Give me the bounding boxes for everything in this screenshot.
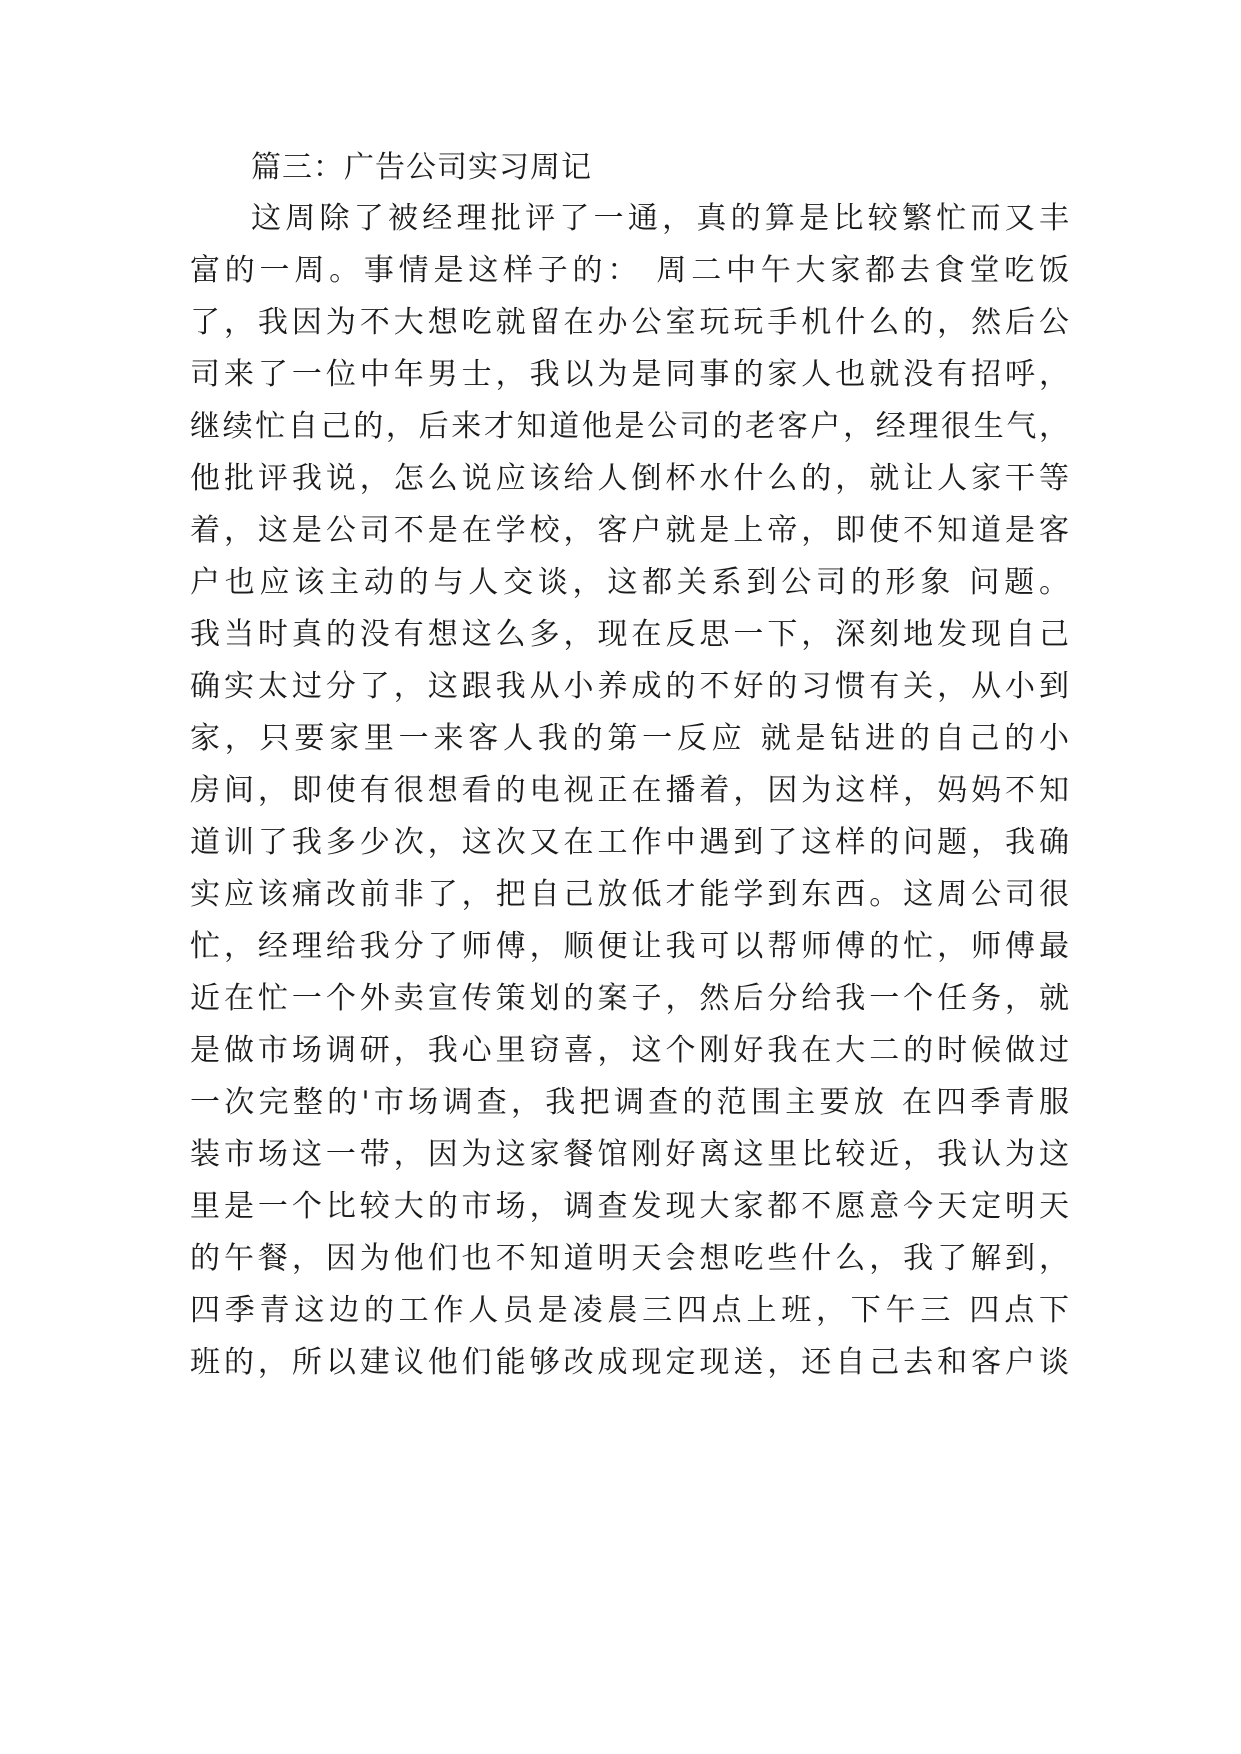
paragraph-line: 家，只要家里一来客人我的第一反应 就是钻进的自己的小 xyxy=(190,721,1070,756)
paragraph-line: 里是一个比较大的市场，调查发现大家都不愿意今天定明天 xyxy=(190,1189,1070,1224)
paragraph-line: 了，我因为不大想吃就留在办公室玩玩手机什么的，然后公 xyxy=(190,305,1070,340)
paragraph-line: 一次完整的'市场调查，我把调查的范围主要放 在四季青服 xyxy=(190,1085,1070,1120)
paragraph-line: 房间，即使有很想看的电视正在播着，因为这样，妈妈不知 xyxy=(190,773,1070,808)
paragraph-line: 他批评我说，怎么说应该给人倒杯水什么的，就让人家干等 xyxy=(190,461,1070,496)
paragraph-line: 我当时真的没有想这么多，现在反思一下，深刻地发现自己 xyxy=(190,617,1070,652)
paragraph-line: 的午餐，因为他们也不知道明天会想吃些什么，我了解到， xyxy=(190,1241,1070,1276)
paragraph-line: 装市场这一带，因为这家餐馆刚好离这里比较近，我认为这 xyxy=(190,1137,1070,1172)
paragraph-line: 继续忙自己的，后来才知道他是公司的老客户，经理很生气， xyxy=(190,409,1070,444)
paragraph-line: 户也应该主动的与人交谈，这都关系到公司的形象 问题。 xyxy=(190,565,1070,600)
paragraph-line: 确实太过分了，这跟我从小养成的不好的习惯有关，从小到 xyxy=(190,669,1070,704)
paragraph-line: 近在忙一个外卖宣传策划的案子，然后分给我一个任务，就 xyxy=(190,981,1070,1016)
paragraph-line: 道训了我多少次，这次又在工作中遇到了这样的问题，我确 xyxy=(190,825,1070,860)
paragraph-line: 富的一周。事情是这样子的： 周二中午大家都去食堂吃饭 xyxy=(190,253,1070,288)
paragraph-line: 忙，经理给我分了师傅，顺便让我可以帮师傅的忙，师傅最 xyxy=(190,929,1070,964)
paragraph-line: 着，这是公司不是在学校，客户就是上帝，即使不知道是客 xyxy=(190,513,1070,548)
paragraph-line: 四季青这边的工作人员是凌晨三四点上班，下午三 四点下 xyxy=(190,1293,1070,1328)
paragraph-line: 司来了一位中年男士，我以为是同事的家人也就没有招呼， xyxy=(190,357,1070,392)
paragraph-line: 是做市场调研，我心里窃喜，这个刚好我在大二的时候做过 xyxy=(190,1033,1070,1068)
paragraph-line: 实应该痛改前非了，把自己放低才能学到东西。这周公司很 xyxy=(190,877,1070,912)
paragraph-line: 这周除了被经理批评了一通，真的算是比较繁忙而又丰 xyxy=(251,201,1070,236)
paragraph-line: 班的，所以建议他们能够改成现定现送，还自己去和客户谈 xyxy=(190,1345,1070,1380)
document-title: 篇三：广告公司实习周记 xyxy=(251,150,592,185)
